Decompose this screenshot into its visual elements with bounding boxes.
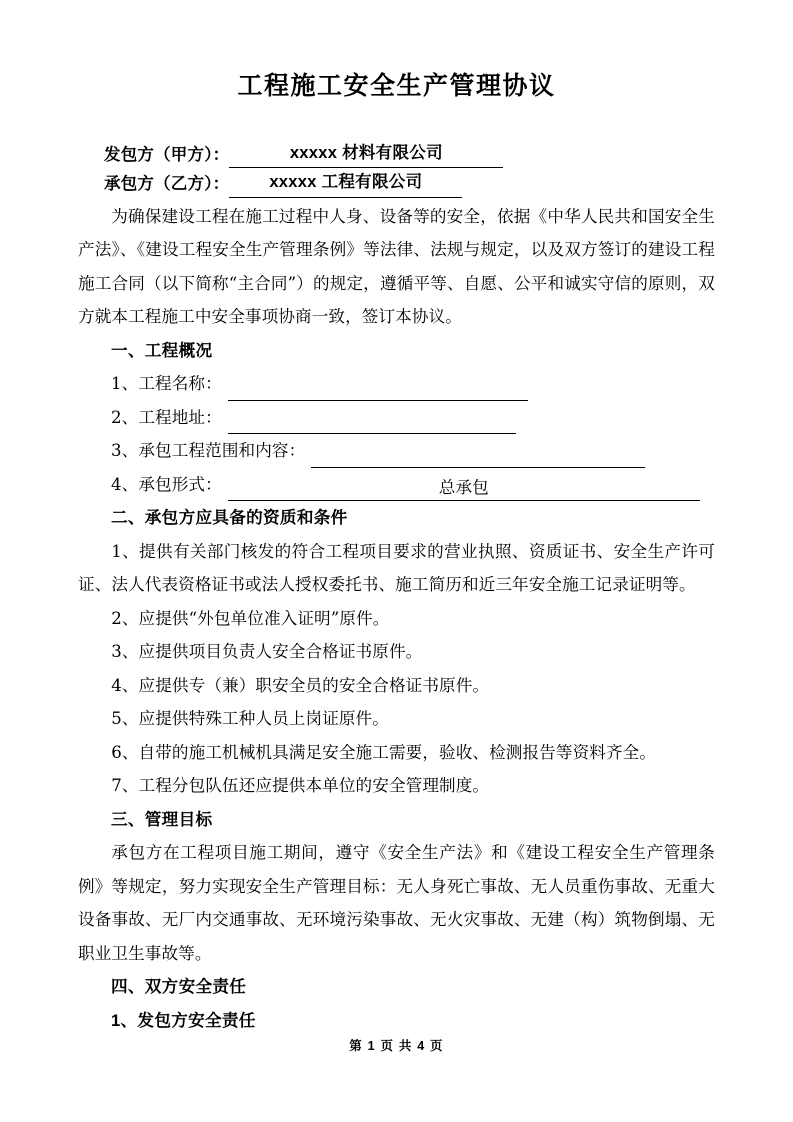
section-heading-safety-responsibilities: 四、双方安全责任 — [111, 977, 247, 997]
party-block — [78, 141, 715, 198]
form-label-project-scope: 3、承包工程范围和内容： — [111, 441, 306, 461]
preamble-paragraph: 为确保建设工程在施工过程中人身、设备等的安全，依据《中华人民共和国安全生产法》、《建设工程安全生产管理条例》等法律、法规与规定，以及双方签订的建设工程施工合同（以下简称“主合同”）的规定，遵循平等、自愿、公平和诚实守信的原则，双方就本工程施工中安全事项协商一致，签订本协议。 — [78, 206, 715, 327]
list-item: 5、应提供特殊工种人员上岗证原件。 — [111, 709, 389, 729]
form-input-project-name[interactable] — [228, 375, 528, 401]
list-item: 1、提供有关部门核发的符合工程项目要求的营业执照、资质证书、安全生产许可证、法人代表资格证书或法人授权委托书、施工简历和近三年安全施工记录证明等。 — [78, 541, 715, 595]
form-label-project-address: 2、工程地址： — [111, 407, 222, 427]
party-label-employer: 发包方（甲方）： — [104, 145, 230, 164]
list-item: 6、自带的施工机械机具满足安全施工需要，验收、检测报告等资料齐全。 — [111, 742, 657, 762]
management-goals-paragraph: 承包方在工程项目施工期间，遵守《安全生产法》和《建设工程安全生产管理条例》等规定，努力实现安全生产管理目标：无人身死亡事故、无人员重伤事故、无重大设备事故、无厂内交通事故、无环境污染事故、无火灾事故、无建（构）筑物倒塌、无职业卫生事故等。 — [78, 843, 715, 963]
form-input-contract-form[interactable]: 总承包 — [228, 475, 700, 501]
party-value-employer[interactable]: xxxxx 材料有限公司 — [229, 141, 503, 169]
form-label-contract-form: 4、承包形式： — [111, 474, 222, 494]
form-row-project-name — [78, 367, 715, 401]
list-item: 3、应提供项目负责人安全合格证书原件。 — [111, 642, 423, 662]
page-footer: 第 1 页 共 4 页 — [349, 1039, 444, 1053]
section-heading-project-overview: 一、工程概况 — [111, 340, 213, 360]
form-row-project-address — [78, 401, 715, 435]
party-row-contractor — [78, 170, 715, 198]
form-label-project-name: 1、工程名称： — [111, 374, 222, 394]
page-title: 工程施工安全生产管理协议 — [237, 72, 556, 100]
form-input-project-address[interactable] — [228, 408, 516, 434]
subsection-heading-employer-responsibility: 1、发包方安全责任 — [111, 1010, 256, 1030]
list-item: 4、应提供专（兼）职安全员的安全合格证书原件。 — [111, 675, 490, 695]
section-heading-qualifications: 二、承包方应具备的资质和条件 — [111, 508, 348, 528]
list-item: 2、应提供“外包单位准入证明”原件。 — [111, 608, 390, 628]
party-row-employer — [78, 141, 715, 169]
form-row-project-scope — [78, 434, 715, 468]
list-item: 7、工程分包队伍还应提供本单位的安全管理制度。 — [111, 776, 490, 796]
form-row-contract-form — [78, 468, 715, 502]
party-label-contractor: 承包方（乙方）： — [104, 175, 230, 194]
party-value-contractor[interactable]: xxxxx 工程有限公司 — [229, 170, 462, 198]
section-heading-management-goals: 三、管理目标 — [111, 809, 213, 829]
form-input-project-scope[interactable] — [311, 442, 645, 468]
